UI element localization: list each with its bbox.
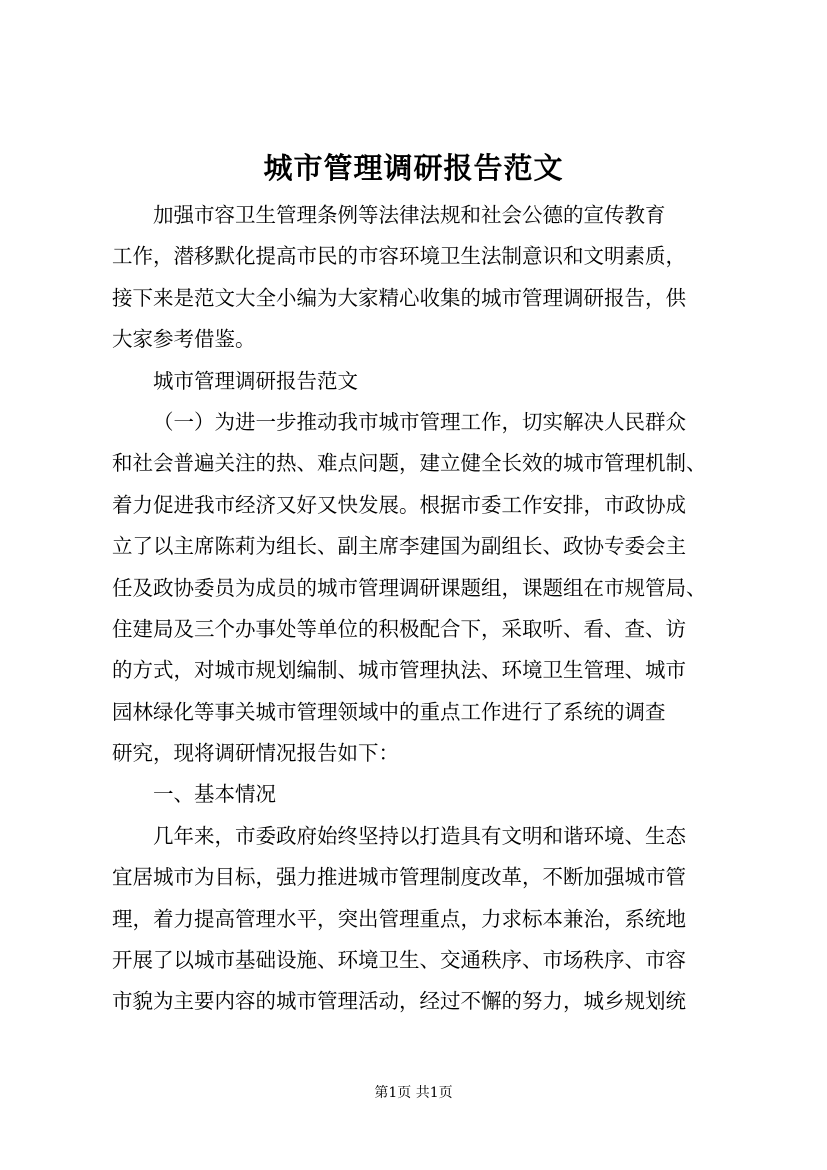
document-title: 城市管理调研报告范文 — [263, 151, 564, 185]
paragraph-line: 宜居城市为目标，强力推进城市管理制度改革，不断加强城市管 — [112, 865, 686, 890]
paragraph-line: 住建局及三个办事处等单位的积极配合下，采取听、看、查、访 — [112, 616, 686, 641]
paragraph-line: 任及政协委员为成员的城市管理调研课题组，课题组在市规管局、 — [112, 575, 707, 600]
paragraph-line: （一）为进一步推动我市城市管理工作，切实解决人民群众 — [153, 409, 686, 434]
section-subtitle: 城市管理调研报告范文 — [153, 368, 358, 393]
paragraph-line: 接下来是范文大全小编为大家精心收集的城市管理调研报告，供 — [112, 285, 686, 310]
paragraph-line: 着力促进我市经济又好又快发展。根据市委工作安排，市政协成 — [112, 492, 686, 517]
paragraph-line: 开展了以城市基础设施、环境卫生、交通秩序、市场秩序、市容 — [112, 948, 686, 973]
paragraph-line: 园林绿化等事关城市管理领域中的重点工作进行了系统的调查 — [112, 699, 666, 724]
document-body — [112, 195, 732, 1023]
paragraph-line: 大家参考借鉴。 — [112, 327, 256, 352]
paragraph-line: 和社会普遍关注的热、难点问题，建立健全长效的城市管理机制、 — [112, 451, 707, 476]
paragraph-line: 工作，潜移默化提高市民的市容环境卫生法制意识和文明素质， — [112, 244, 686, 269]
paragraph-line: 立了以主席陈莉为组长、副主席李建国为副组长、政协专委会主 — [112, 534, 686, 559]
section-heading: 一、基本情况 — [153, 782, 276, 807]
paragraph-line: 理，着力提高管理水平，突出管理重点，力求标本兼治，系统地 — [112, 906, 686, 931]
paragraph-line: 几年来，市委政府始终坚持以打造具有文明和谐环境、生态 — [153, 823, 686, 848]
paragraph-line: 的方式，对城市规划编制、城市管理执法、环境卫生管理、城市 — [112, 658, 686, 683]
paragraph-line: 加强市容卫生管理条例等法律法规和社会公德的宣传教育 — [153, 203, 666, 227]
page-number-footer: 第1页 共1页 — [374, 1085, 453, 1101]
paragraph-line: 研究，现将调研情况报告如下： — [112, 741, 399, 766]
paragraph-line: 市貌为主要内容的城市管理活动，经过不懈的努力，城乡规划统 — [112, 989, 686, 1014]
